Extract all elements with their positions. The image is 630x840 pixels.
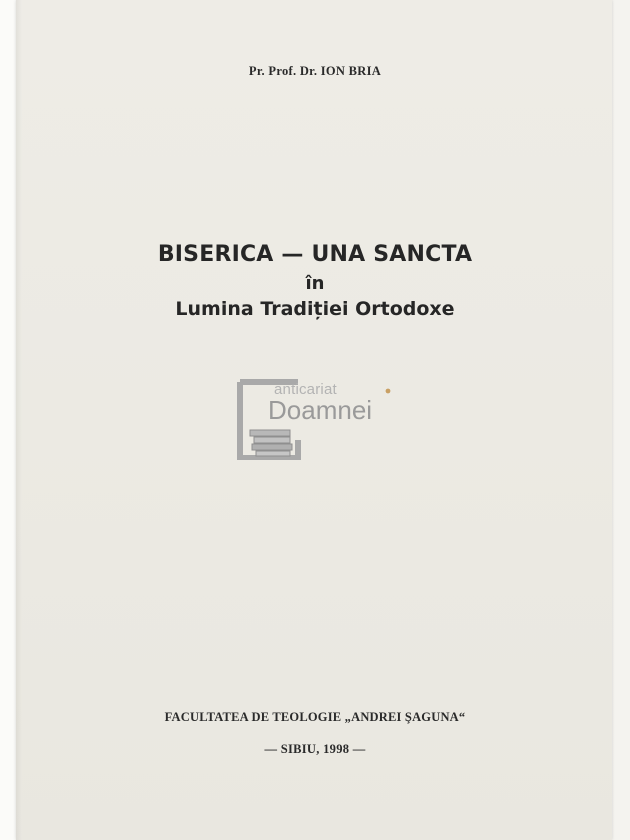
- watermark-brand-small: anticariat: [274, 381, 337, 398]
- author-name: Pr. Prof. Dr. ION BRIA: [248, 64, 382, 78]
- title-line-2: în: [305, 273, 325, 294]
- book-title: [0, 244, 630, 319]
- watermark-logo: [236, 378, 396, 460]
- publication-place-year: — SIBIU, 1998 —: [264, 742, 366, 756]
- title-line-3: Lumina Tradiției Ortodoxe: [175, 298, 455, 320]
- title-line-1: BISERICA — UNA SANCTA: [157, 242, 473, 267]
- publisher-name: FACULTATEA DE TEOLOGIE „ANDREI ŞAGUNA“: [164, 710, 466, 724]
- watermark-brand-big: Doamnei: [268, 395, 373, 425]
